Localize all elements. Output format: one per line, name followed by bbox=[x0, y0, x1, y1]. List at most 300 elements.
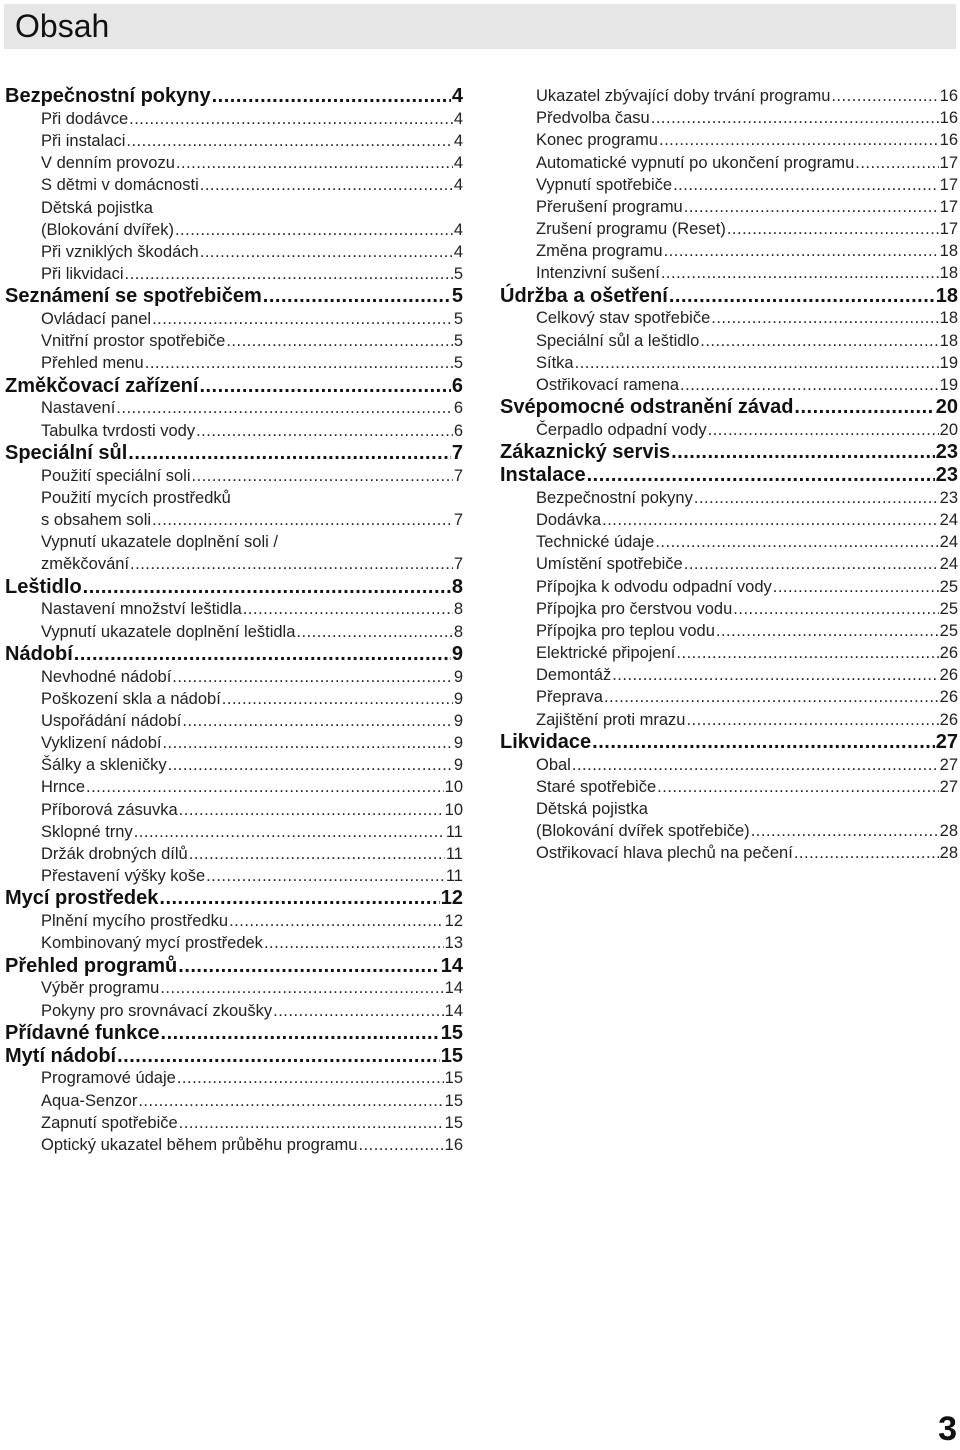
toc-leader-dots bbox=[773, 576, 939, 598]
toc-page-number: 5 bbox=[453, 265, 463, 284]
toc-page-number: 9 bbox=[453, 711, 463, 730]
toc-entry bbox=[5, 420, 463, 442]
toc-entry-title: Technické údaje bbox=[536, 533, 655, 552]
toc-leader-dots bbox=[684, 553, 939, 575]
toc-page-number: 17 bbox=[939, 153, 958, 172]
toc-leader-dots bbox=[200, 174, 453, 196]
toc-entry-title: Bezpečnostní pokyny bbox=[536, 488, 693, 507]
toc-entry bbox=[500, 842, 958, 864]
toc-page-number: 24 bbox=[939, 555, 958, 574]
toc-page-number: 23 bbox=[935, 441, 958, 464]
toc-entry bbox=[500, 687, 958, 709]
toc-page-number: 23 bbox=[935, 464, 958, 487]
toc-entry-title: Kombinovaný mycí prostředek bbox=[41, 934, 263, 953]
toc-leader-dots bbox=[669, 285, 935, 308]
toc-page-number: 5 bbox=[453, 310, 463, 329]
toc-entry bbox=[500, 240, 958, 262]
toc-leader-dots bbox=[152, 308, 453, 330]
toc-entry bbox=[5, 263, 463, 285]
toc-entry-title: Uspořádání nádobí bbox=[41, 711, 182, 730]
toc-entry-title: Bezpečnostní pokyny bbox=[5, 85, 211, 107]
toc-leader-dots bbox=[179, 799, 444, 821]
toc-leader-dots bbox=[162, 732, 452, 754]
toc-page-number: 18 bbox=[939, 264, 958, 283]
toc-leader-dots bbox=[296, 621, 452, 643]
toc-entry bbox=[5, 910, 463, 932]
toc-leader-dots bbox=[680, 374, 939, 396]
toc-entry-title: Leštidlo bbox=[5, 575, 82, 598]
toc-leader-dots bbox=[74, 643, 451, 666]
toc-entry bbox=[5, 352, 463, 374]
toc-page-number: 28 bbox=[939, 844, 958, 863]
toc-entry-title: Seznámení se spotřebičem bbox=[5, 285, 262, 308]
toc-page-number: 16 bbox=[939, 131, 958, 150]
toc-leader-dots bbox=[575, 352, 939, 374]
toc-leader-dots bbox=[694, 487, 939, 509]
toc-page-number: 11 bbox=[445, 822, 463, 841]
toc-section-entry bbox=[5, 955, 463, 978]
toc-page-number: 7 bbox=[453, 555, 463, 574]
toc-entry-title: Při likvidaci bbox=[41, 265, 124, 284]
toc-entry bbox=[500, 709, 958, 731]
toc-page-number: 4 bbox=[453, 154, 463, 173]
toc-page-number: 9 bbox=[453, 689, 463, 708]
toc-entry bbox=[500, 218, 958, 240]
toc-entry-title: Přehled programů bbox=[5, 954, 178, 977]
toc-entry-title: Přestavení výšky koše bbox=[41, 867, 206, 886]
toc-section-entry bbox=[5, 576, 463, 599]
toc-left-column bbox=[5, 85, 463, 1156]
toc-page-number: 8 bbox=[453, 600, 463, 619]
toc-entry-title: Demontáž bbox=[536, 666, 612, 685]
toc-entry bbox=[5, 152, 463, 174]
toc-page-number: 15 bbox=[444, 1069, 463, 1088]
toc-page-number: 25 bbox=[939, 599, 958, 618]
toc-page-number: 10 bbox=[444, 800, 463, 819]
toc-entry bbox=[5, 1090, 463, 1112]
toc-right-column bbox=[500, 85, 958, 865]
toc-page-number: 14 bbox=[444, 1001, 463, 1020]
toc-entry bbox=[500, 509, 958, 531]
toc-leader-dots bbox=[152, 509, 453, 531]
toc-entry-title: s obsahem soli bbox=[41, 510, 152, 529]
toc-entry bbox=[5, 531, 463, 553]
toc-entry bbox=[500, 196, 958, 218]
toc-section-entry bbox=[5, 887, 463, 910]
toc-entry-title: Nádobí bbox=[5, 642, 73, 665]
toc-entry-title: V denním provozu bbox=[41, 154, 175, 173]
toc-leader-dots bbox=[206, 865, 445, 887]
toc-entry-title: Celkový stav spotřebiče bbox=[536, 309, 711, 328]
toc-entry bbox=[500, 798, 958, 820]
toc-page-number: 15 bbox=[444, 1091, 463, 1110]
toc-leader-dots bbox=[196, 420, 453, 442]
toc-leader-dots bbox=[172, 666, 453, 688]
toc-leader-dots bbox=[661, 262, 939, 284]
toc-leader-dots bbox=[179, 1112, 444, 1134]
toc-entry bbox=[5, 130, 463, 152]
toc-page-number: 7 bbox=[451, 441, 463, 464]
toc-entry-title: Přípojka pro teplou vodu bbox=[536, 621, 715, 640]
toc-leader-dots bbox=[655, 531, 938, 553]
toc-page-number: 16 bbox=[444, 1135, 463, 1154]
toc-entry bbox=[5, 1134, 463, 1156]
toc-page-number: 25 bbox=[939, 577, 958, 596]
toc-page-number: 6 bbox=[453, 399, 463, 418]
toc-entry-title: Nevhodné nádobí bbox=[41, 667, 172, 686]
toc-entry-title: Poškození skla a nádobí bbox=[41, 689, 221, 708]
toc-page-number: 12 bbox=[444, 912, 463, 931]
toc-entry-title: změkčování bbox=[41, 555, 130, 574]
toc-entry-title: Sítka bbox=[536, 353, 574, 372]
toc-page-number: 16 bbox=[939, 109, 958, 128]
toc-leader-dots bbox=[138, 1090, 443, 1112]
toc-entry-title: Automatické vypnutí po ukončení programu bbox=[536, 153, 855, 172]
toc-section-entry bbox=[5, 1045, 463, 1068]
toc-entry-title: Plnění mycího prostředku bbox=[41, 912, 229, 931]
toc-page-number: 24 bbox=[939, 533, 958, 552]
toc-entry bbox=[500, 85, 958, 107]
toc-page-number: 25 bbox=[939, 621, 958, 640]
toc-entry bbox=[5, 666, 463, 688]
toc-entry-title: Mytí nádobí bbox=[5, 1044, 117, 1067]
toc-entry-title: Zapnutí spotřebiče bbox=[41, 1113, 178, 1132]
page-number: 3 bbox=[938, 1410, 957, 1448]
toc-page-number: 26 bbox=[939, 710, 958, 729]
toc-leader-dots bbox=[168, 754, 453, 776]
toc-entry bbox=[500, 776, 958, 798]
toc-page-number: 19 bbox=[939, 376, 958, 395]
toc-entry-title: Konec programu bbox=[536, 131, 658, 150]
toc-entry bbox=[5, 688, 463, 710]
toc-entry bbox=[500, 352, 958, 374]
toc-entry-title: Nastavení množství leštidla bbox=[41, 600, 242, 619]
toc-entry-title: Likvidace bbox=[500, 730, 592, 753]
toc-leader-dots bbox=[604, 686, 939, 708]
toc-leader-dots bbox=[587, 464, 935, 487]
toc-entry-title: Držák drobných dílů bbox=[41, 845, 188, 864]
toc-entry bbox=[5, 487, 463, 509]
toc-leader-dots bbox=[86, 776, 444, 798]
toc-entry-title: Staré spotřebiče bbox=[536, 777, 657, 796]
toc-leader-dots bbox=[751, 820, 939, 842]
toc-leader-dots bbox=[83, 576, 451, 599]
toc-entry bbox=[5, 1067, 463, 1089]
toc-entry-title: Přeprava bbox=[536, 688, 603, 707]
toc-entry bbox=[500, 642, 958, 664]
toc-leader-dots bbox=[794, 842, 939, 864]
toc-entry-title: Obal bbox=[536, 755, 571, 774]
toc-page-number: 26 bbox=[939, 666, 958, 685]
toc-entry bbox=[5, 799, 463, 821]
toc-page-number: 6 bbox=[451, 374, 463, 397]
toc-entry-title: Čerpadlo odpadní vody bbox=[536, 421, 707, 440]
toc-entry-title: Svépomocné odstranění závad bbox=[500, 396, 794, 419]
toc-page-number: 28 bbox=[939, 822, 958, 841]
toc-leader-dots bbox=[134, 821, 445, 843]
toc-entry-title: Vyklizení nádobí bbox=[41, 734, 162, 753]
toc-leader-dots bbox=[200, 241, 453, 263]
toc-page-number: 12 bbox=[440, 887, 463, 910]
toc-page-number: 4 bbox=[453, 220, 463, 239]
toc-entry-title: Zajištění proti mrazu bbox=[536, 710, 686, 729]
toc-page-number: 14 bbox=[444, 979, 463, 998]
toc-leader-dots bbox=[175, 219, 453, 241]
toc-leader-dots bbox=[676, 642, 938, 664]
toc-leader-dots bbox=[592, 731, 935, 754]
toc-entry bbox=[500, 152, 958, 174]
toc-entry bbox=[500, 754, 958, 776]
toc-entry-title: Elektrické připojení bbox=[536, 644, 676, 663]
toc-entry bbox=[5, 732, 463, 754]
toc-entry bbox=[500, 620, 958, 642]
toc-page-number: 7 bbox=[453, 466, 463, 485]
toc-page-number: 18 bbox=[939, 309, 958, 328]
toc-entry bbox=[500, 307, 958, 329]
toc-entry-title: (Blokování dvířek spotřebiče) bbox=[536, 822, 750, 841]
toc-page-number: 27 bbox=[939, 755, 958, 774]
toc-entry bbox=[5, 330, 463, 352]
toc-entry bbox=[5, 197, 463, 219]
toc-entry-title: Speciální sůl bbox=[5, 441, 128, 464]
toc-entry-title: Použití speciální soli bbox=[41, 466, 191, 485]
toc-leader-dots bbox=[189, 843, 445, 865]
toc-page-number: 4 bbox=[453, 131, 463, 150]
toc-entry-title: Ukazatel zbývající doby trvání programu bbox=[536, 86, 831, 105]
toc-page-number: 18 bbox=[939, 242, 958, 261]
toc-page-number: 27 bbox=[939, 777, 958, 796]
toc-page-number: 4 bbox=[453, 242, 463, 261]
toc-entry bbox=[500, 107, 958, 129]
toc-page-number: 11 bbox=[445, 845, 463, 864]
toc-leader-dots bbox=[192, 465, 453, 487]
toc-entry-title: Přípojka k odvodu odpadní vody bbox=[536, 577, 772, 596]
toc-entry-title: Změna programu bbox=[536, 242, 663, 261]
toc-entry bbox=[500, 531, 958, 553]
toc-entry-title: Dětská pojistka bbox=[536, 800, 648, 819]
toc-entry-title: Při dodávce bbox=[41, 109, 129, 128]
toc-leader-dots bbox=[161, 1022, 440, 1045]
toc-leader-dots bbox=[727, 218, 939, 240]
toc-entry bbox=[5, 776, 463, 798]
toc-page-number: 15 bbox=[440, 1044, 463, 1067]
toc-entry-title: Vypnutí ukazatele doplnění soli / bbox=[41, 533, 278, 552]
toc-entry-title: Pokyny pro srovnávací zkoušky bbox=[41, 1001, 273, 1020]
toc-entry bbox=[500, 820, 958, 842]
toc-entry bbox=[5, 219, 463, 241]
toc-page-number: 15 bbox=[444, 1113, 463, 1132]
toc-leader-dots bbox=[222, 688, 453, 710]
toc-leader-dots bbox=[664, 240, 939, 262]
toc-leader-dots bbox=[708, 419, 939, 441]
toc-page-number: 17 bbox=[939, 220, 958, 239]
toc-leader-dots bbox=[358, 1134, 443, 1156]
toc-entry-title: S dětmi v domácnosti bbox=[41, 176, 199, 195]
toc-page-number: 17 bbox=[939, 197, 958, 216]
toc-section-entry bbox=[5, 1022, 463, 1045]
toc-leader-dots bbox=[673, 174, 939, 196]
toc-entry bbox=[5, 1000, 463, 1022]
toc-leader-dots bbox=[686, 709, 938, 731]
toc-page-number: 20 bbox=[935, 396, 958, 419]
toc-page-number: 26 bbox=[939, 644, 958, 663]
toc-entry bbox=[5, 710, 463, 732]
toc-leader-dots bbox=[229, 910, 444, 932]
toc-entry-title: Speciální sůl a leštidlo bbox=[536, 331, 700, 350]
toc-entry bbox=[5, 865, 463, 887]
toc-entry-title: Údržba a ošetření bbox=[500, 284, 668, 307]
toc-leader-dots bbox=[716, 620, 939, 642]
toc-page-number: 23 bbox=[939, 488, 958, 507]
toc-leader-dots bbox=[176, 152, 453, 174]
toc-entry-title: Hrnce bbox=[41, 778, 86, 797]
toc-entry bbox=[500, 129, 958, 151]
toc-entry-title: Šálky a skleničky bbox=[41, 756, 167, 775]
toc-entry bbox=[500, 263, 958, 285]
toc-leader-dots bbox=[651, 107, 939, 129]
toc-leader-dots bbox=[212, 85, 451, 108]
toc-section-entry bbox=[5, 442, 463, 465]
toc-leader-dots bbox=[657, 776, 938, 798]
toc-page-number: 14 bbox=[440, 954, 463, 977]
toc-entry bbox=[5, 108, 463, 130]
toc-entry-title: Sklopné trny bbox=[41, 822, 133, 841]
toc-leader-dots bbox=[129, 108, 453, 130]
toc-entry bbox=[5, 509, 463, 531]
toc-entry-title: Umístění spotřebiče bbox=[536, 555, 683, 574]
toc-leader-dots bbox=[116, 397, 453, 419]
toc-page-number: 9 bbox=[451, 642, 463, 665]
toc-entry-title: Dětská pojistka bbox=[41, 198, 153, 217]
toc-entry-title: Ostřikovací hlava plechů na pečení bbox=[536, 844, 793, 863]
toc-entry-title: Předvolba času bbox=[536, 109, 650, 128]
toc-entry-title: Instalace bbox=[500, 464, 586, 487]
toc-entry bbox=[5, 754, 463, 776]
toc-entry-title: Výběr programu bbox=[41, 979, 160, 998]
toc-leader-dots bbox=[659, 129, 939, 151]
toc-entry bbox=[500, 664, 958, 686]
toc-section-entry bbox=[5, 285, 463, 308]
toc-leader-dots bbox=[831, 85, 938, 107]
toc-entry-title: Použití mycích prostředků bbox=[41, 488, 231, 507]
toc-entry bbox=[500, 174, 958, 196]
toc-entry-title: Příborová zásuvka bbox=[41, 800, 178, 819]
toc-entry bbox=[500, 598, 958, 620]
toc-section-entry bbox=[500, 731, 958, 754]
toc-page-number: 4 bbox=[453, 176, 463, 195]
toc-leader-dots bbox=[263, 285, 451, 308]
toc-leader-dots bbox=[160, 977, 443, 999]
toc-entry-title: Zákaznický servis bbox=[500, 441, 671, 464]
toc-entry-title: Vypnutí ukazatele doplnění leštidla bbox=[41, 622, 296, 641]
toc-page-number: 9 bbox=[453, 734, 463, 753]
toc-entry bbox=[5, 465, 463, 487]
toc-page-number: 15 bbox=[440, 1021, 463, 1044]
toc-leader-dots bbox=[182, 710, 452, 732]
toc-entry bbox=[500, 419, 958, 441]
toc-entry bbox=[500, 576, 958, 598]
page-title: Obsah bbox=[15, 8, 110, 44]
toc-entry-title: Přípojka pro čerstvou vodu bbox=[536, 599, 733, 618]
toc-leader-dots bbox=[177, 1067, 444, 1089]
toc-entry-title: (Blokování dvířek) bbox=[41, 220, 174, 239]
toc-section-entry bbox=[5, 375, 463, 398]
title-bar bbox=[4, 4, 956, 49]
toc-entry bbox=[500, 487, 958, 509]
toc-page-number: 4 bbox=[451, 85, 463, 107]
toc-page-number: 11 bbox=[445, 867, 463, 886]
toc-page-number: 13 bbox=[444, 934, 463, 953]
toc-page-number: 6 bbox=[453, 421, 463, 440]
toc-section-entry bbox=[5, 85, 463, 108]
toc-entry-title: Intenzivní sušení bbox=[536, 264, 660, 283]
toc-entry bbox=[5, 843, 463, 865]
toc-page-number: 8 bbox=[451, 575, 463, 598]
toc-entry-title: Ostřikovací ramena bbox=[536, 376, 680, 395]
toc-entry-title: Mycí prostředek bbox=[5, 887, 159, 910]
toc-page-number: 5 bbox=[451, 285, 463, 308]
toc-page-number: 20 bbox=[939, 421, 958, 440]
toc-entry bbox=[5, 241, 463, 263]
toc-leader-dots bbox=[733, 598, 938, 620]
toc-entry-title: Programové údaje bbox=[41, 1069, 176, 1088]
toc-entry-title: Změkčovací zařízení bbox=[5, 374, 199, 397]
toc-entry bbox=[5, 621, 463, 643]
toc-page-number: 26 bbox=[939, 688, 958, 707]
toc-leader-dots bbox=[128, 442, 451, 465]
toc-leader-dots bbox=[700, 330, 938, 352]
toc-entry-title: Dodávka bbox=[536, 510, 602, 529]
toc-section-entry bbox=[5, 643, 463, 666]
toc-entry-title: Nastavení bbox=[41, 399, 116, 418]
toc-leader-dots bbox=[273, 1000, 444, 1022]
toc-section-entry bbox=[500, 464, 958, 487]
toc-leader-dots bbox=[684, 196, 939, 218]
toc-page-number: 18 bbox=[939, 331, 958, 350]
toc-page-number: 4 bbox=[453, 109, 463, 128]
toc-entry bbox=[5, 308, 463, 330]
toc-section-entry bbox=[500, 396, 958, 419]
toc-page-number: 8 bbox=[453, 622, 463, 641]
toc-leader-dots bbox=[117, 1045, 440, 1068]
toc-entry-title: Vypnutí spotřebiče bbox=[536, 175, 673, 194]
toc-entry-title: Aqua-Senzor bbox=[41, 1091, 138, 1110]
toc-page-number: 18 bbox=[935, 284, 958, 307]
toc-entry bbox=[5, 397, 463, 419]
toc-entry-title: Přerušení programu bbox=[536, 197, 683, 216]
toc-leader-dots bbox=[264, 932, 444, 954]
toc-leader-dots bbox=[572, 754, 939, 776]
toc-entry bbox=[500, 374, 958, 396]
toc-entry-title: Vnitřní prostor spotřebiče bbox=[41, 332, 226, 351]
toc-entry bbox=[500, 553, 958, 575]
toc-entry bbox=[5, 1112, 463, 1134]
toc-page-number: 9 bbox=[453, 667, 463, 686]
toc-page-number: 5 bbox=[453, 332, 463, 351]
toc-entry-title: Ovládací panel bbox=[41, 310, 152, 329]
toc-entry-title: Při instalaci bbox=[41, 131, 126, 150]
toc-entry bbox=[5, 977, 463, 999]
toc-section-entry bbox=[500, 441, 958, 464]
toc-leader-dots bbox=[145, 352, 453, 374]
toc-page-number: 19 bbox=[939, 353, 958, 372]
toc-page-number: 7 bbox=[453, 510, 463, 529]
toc-entry bbox=[5, 821, 463, 843]
toc-entry bbox=[5, 598, 463, 620]
toc-entry bbox=[5, 553, 463, 575]
toc-entry-title: Přídavné funkce bbox=[5, 1021, 160, 1044]
toc-entry-title: Optický ukazatel během průběhu programu bbox=[41, 1135, 358, 1154]
